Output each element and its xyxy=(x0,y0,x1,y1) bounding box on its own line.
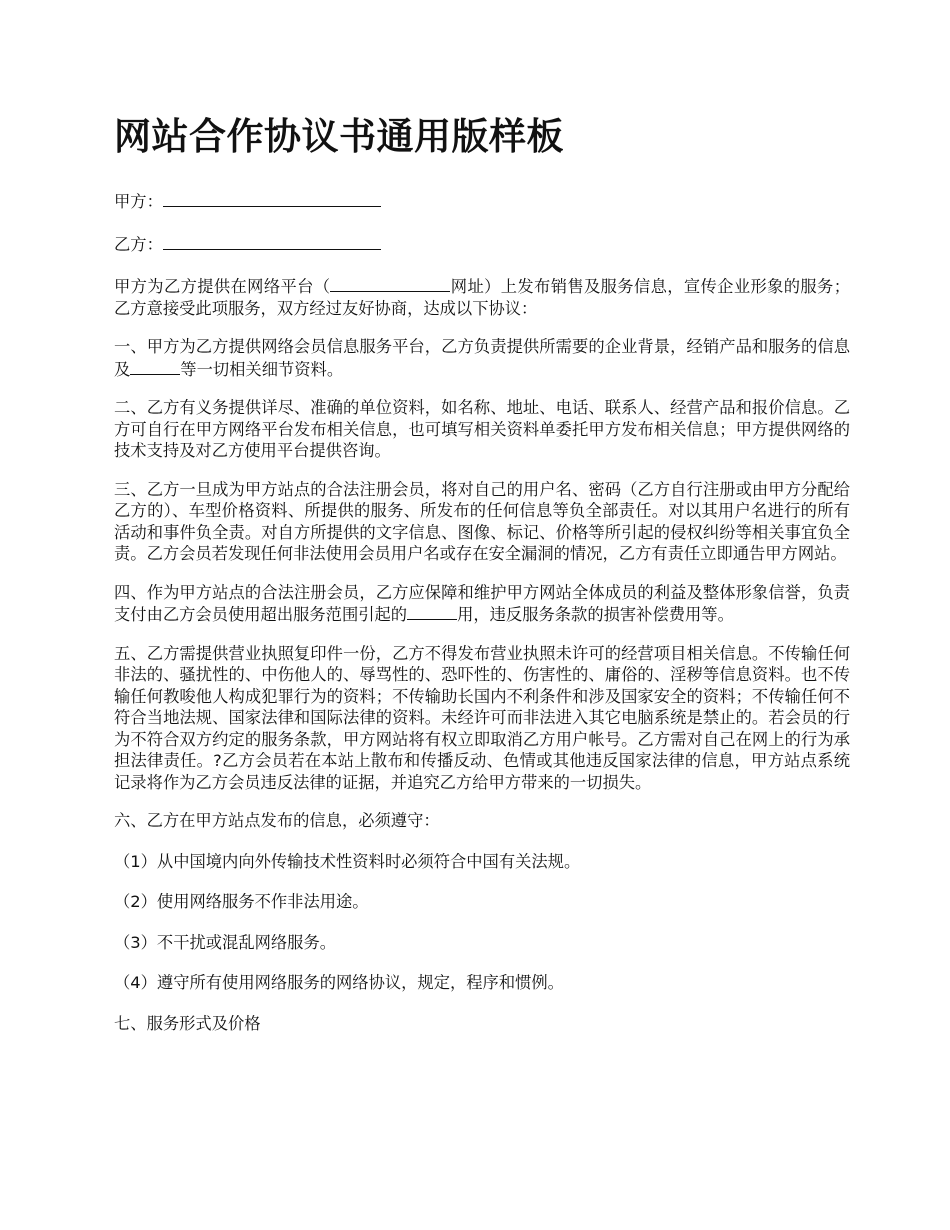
clause-4 xyxy=(114,582,850,626)
website-blank xyxy=(330,275,450,292)
list-item: （3）不干扰或混乱网络服务。 xyxy=(114,932,337,952)
clause-4-text-2: 用，违反服务条款的损害补偿费用等。 xyxy=(457,605,734,624)
clause-1-blank xyxy=(130,358,180,375)
clause-1-text-1: 一、甲方为乙方提供网络会员信息服务平台，乙方负责提供所需要的企业背景，经销产品和服务的信息及 xyxy=(114,337,850,379)
clause-1-text-2: 等一切相关细节资料。 xyxy=(180,359,344,379)
intro-paragraph xyxy=(114,275,850,319)
party-b-line xyxy=(114,233,850,256)
party-a-line xyxy=(114,190,850,213)
intro-text-1: 甲方为乙方提供在网络平台（ xyxy=(114,277,331,296)
list-item: （2）使用网络服务不作非法用途。 xyxy=(114,892,369,911)
clause-5: 五、乙方需提供营业执照复印件一份，乙方不得发布营业执照未许可的经营项目相关信息。不传输任何非法的、骚扰性的、中伤他人的、辱骂性的、恐吓性的、伤害性的、庸俗的、淫秽等信息资料。也不传输任何教唆他人构成犯罪行为的资料；不传输助长国内不利条件和涉及国家安全的资料；不传输任何不符合当地法规、国家法律和国际法律的资料。未经许可而非法进入其它电脑系统是禁止的。若会员的行为不符合双方约定的服务条款，甲方网站将有权立即取消乙方用户帐号。乙方需对自己在网上的行为承担法律责任。?乙方会员若在本站上散布和传播反动、色情或其他违反国家法律的信息，甲方站点系统记录将作为乙方会员违反法律的证据，并追究乙方给甲方带来的一切损失。 xyxy=(114,643,850,792)
clause-4-blank xyxy=(407,603,457,620)
clause-6: 六、乙方在甲方站点发布的信息，必须遵守： xyxy=(114,811,440,830)
party-b-blank xyxy=(163,233,381,250)
clause-1 xyxy=(114,336,850,380)
clause-7: 七、服务形式及价格 xyxy=(114,1013,261,1033)
clause-2: 二、乙方有义务提供详尽、准确的单位资料，如名称、地址、电话、联系人、经营产品和报价信息。乙方可自行在甲方网络平台发布相关信息，也可填写相关资料单委托甲方发布相关信息；甲方提供网络的技术支持及对乙方使用平台提供咨询。 xyxy=(114,398,850,460)
party-a-label: 甲方： xyxy=(114,192,163,211)
document-title: 网站合作协议书通用版样板 xyxy=(114,115,564,158)
party-b-label: 乙方： xyxy=(114,234,163,254)
party-a-blank xyxy=(163,190,381,207)
list-item: （1）从中国境内向外传输技术性资料时必须符合中国有关法规。 xyxy=(114,851,581,871)
intro-text-2: 网址）上发布销售及服务信息，宣传企业形象的服务；乙方意接受此项服务，双方经过友好协商，达成以下协议： xyxy=(114,277,850,318)
clause-3: 三、乙方一旦成为甲方站点的合法注册会员，将对自己的用户名、密码（乙方自行注册或由甲方分配给乙方的）、车型价格资料、所提供的服务、所发布的任何信息等负全部责任。对以其用户名进行的所有活动和事件负全责。对自方所提供的文字信息、图像、标记、价格等所引起的侵权纠纷等相关事宜负全责。乙方会员若发现任何非法使用会员用户名或存在安全漏洞的情况，乙方有责任立即通告甲方网站。 xyxy=(114,479,850,563)
list-item: （4）遵守所有使用网络服务的网络协议，规定，程序和惯例。 xyxy=(114,973,564,992)
clause-4-text-1: 四、作为甲方站点的合法注册会员，乙方应保障和维护甲方网站全体成员的利益及整体形象信誉，负责支付由乙方会员使用超出服务范围引起的 xyxy=(114,582,850,624)
